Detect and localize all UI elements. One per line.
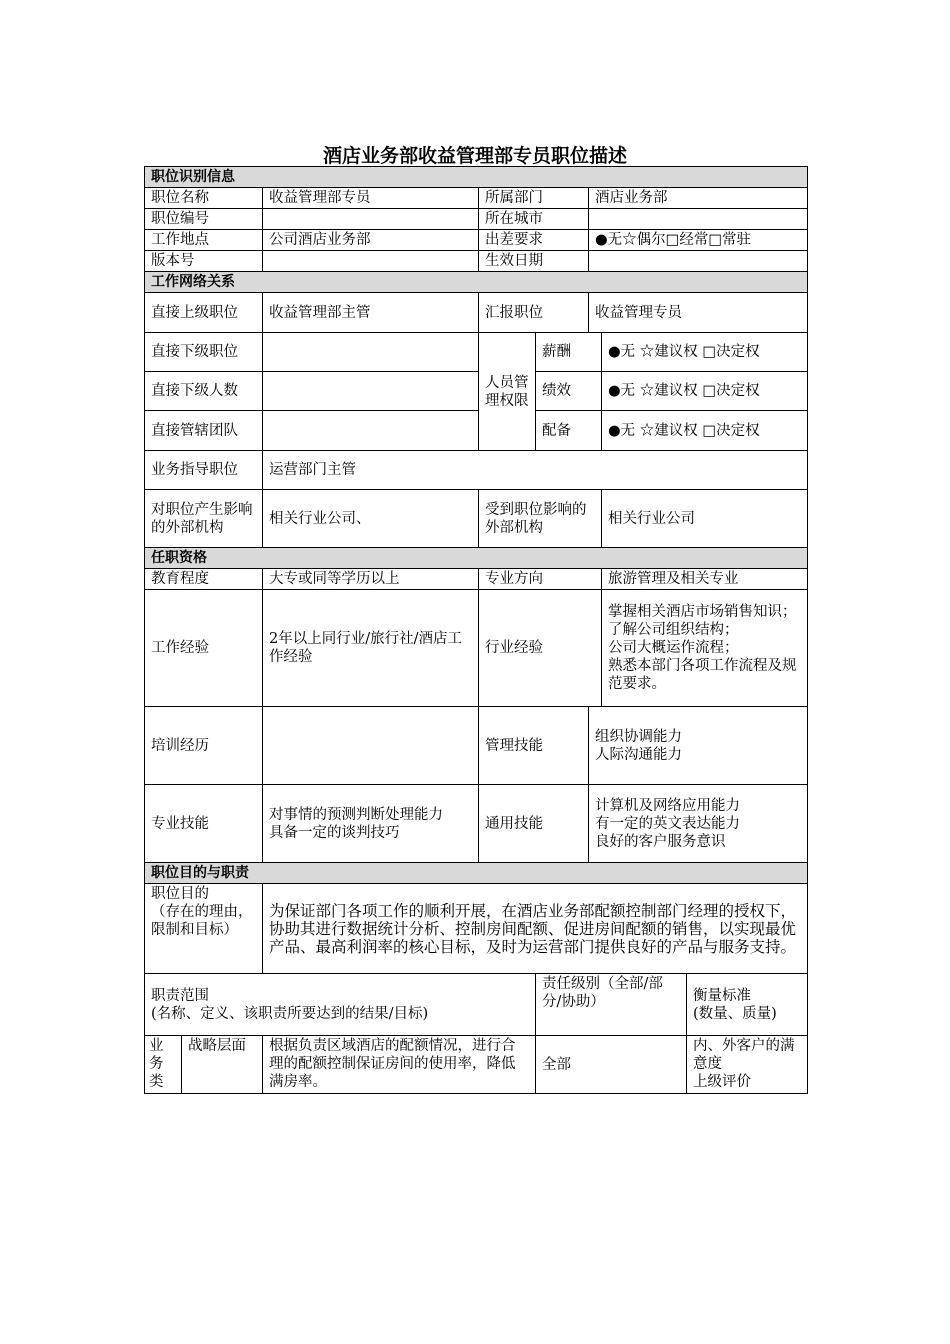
version-value: [263, 251, 479, 272]
scope-label: [145, 974, 536, 1036]
position-name-value: 收益管理部专员: [263, 188, 479, 209]
salary-label: 薪酬: [536, 333, 602, 372]
major-label: 专业方向: [479, 569, 602, 590]
effective-date-value: [589, 251, 808, 272]
education-value: 大专或同等学历以上: [263, 569, 479, 590]
general-skills-value: [589, 785, 808, 863]
standard-label-line: (数量、质量): [693, 1005, 777, 1022]
work-experience-label: 工作经验: [145, 590, 263, 707]
position-code-label: 职位编号: [145, 209, 263, 230]
industry-experience-value: [602, 590, 808, 707]
management-skills-value: [589, 707, 808, 785]
city-label: 所在城市: [479, 209, 589, 230]
strategy-standard-line: 内、外客户的满意度: [693, 1038, 795, 1072]
purpose-label-line: （存在的理由，限制和目标）: [151, 904, 253, 938]
section-qualifications-header: 任职资格: [145, 548, 808, 569]
guidance-label: 业务指导职位: [145, 451, 263, 490]
industry-experience-line: 了解公司组织结构；: [608, 622, 739, 638]
section-purpose-header: 职位目的与职责: [145, 863, 808, 884]
department-label: 所属部门: [479, 188, 589, 209]
section-network-header: 工作网络关系: [145, 272, 808, 293]
responsibility-level-label: 责任级别（全部/部分/协助）: [536, 974, 687, 1036]
purpose-value: 为保证部门各项工作的顺利开展，在酒店业务部配额控制部门经理的授权下，协助其进行数据统计分析、控制房间配额、促进房间配额的销售，以实现最优产品、最高利润率的核心目标，及时为运营部门提供良好的产品与服务支持。: [263, 884, 808, 974]
strategy-standard: [687, 1036, 808, 1094]
professional-skill-line: 具备一定的谈判技巧: [269, 824, 400, 841]
authority-label: 人员管理权限: [479, 333, 536, 451]
external-affect-label: 对职位产生影响的外部机构: [145, 490, 263, 548]
general-skill-line: 计算机及网络应用能力: [595, 797, 740, 814]
scope-label-line: 职责范围: [151, 987, 209, 1004]
external-affected-label: 受到职位影响的外部机构: [479, 490, 602, 548]
industry-experience-line: 掌握相关酒店市场销售知识；: [608, 604, 797, 620]
professional-skills-value: [263, 785, 479, 863]
travel-label: 出差要求: [479, 230, 589, 251]
external-affected-value: 相关行业公司: [602, 490, 808, 548]
travel-value: ●无☆偶尔□经常□常驻: [589, 230, 808, 251]
subordinate-label: 直接下级职位: [145, 333, 263, 372]
education-label: 教育程度: [145, 569, 263, 590]
standard-label-line: 衡量标准: [693, 987, 751, 1004]
work-location-label: 工作地点: [145, 230, 263, 251]
team-value: [263, 411, 479, 451]
management-skills-label: 管理技能: [479, 707, 589, 785]
industry-experience-line: 公司大概运作流程；: [608, 640, 739, 656]
team-label: 直接管辖团队: [145, 411, 263, 451]
industry-experience-line: 熟悉本部门各项工作流程及规范要求。: [608, 658, 797, 692]
subordinate-count-label: 直接下级人数: [145, 372, 263, 411]
major-value: 旅游管理及相关专业: [602, 569, 808, 590]
training-label: 培训经历: [145, 707, 263, 785]
industry-experience-label: 行业经验: [479, 590, 602, 707]
general-skill-line: 有一定的英文表达能力: [595, 815, 740, 832]
professional-skill-line: 对事情的预测判断处理能力: [269, 806, 443, 823]
management-skill-line: 人际沟通能力: [595, 746, 682, 763]
strategy-level: 全部: [536, 1036, 687, 1094]
position-code-value: [263, 209, 479, 230]
position-name-label: 职位名称: [145, 188, 263, 209]
strategy-description: 根据负责区域酒店的配额情况，进行合理的配额控制保证房间的使用率，降低满房率。: [263, 1036, 536, 1094]
guidance-value: 运营部门主管: [263, 451, 808, 490]
work-experience-value: 2年以上同行业/旅行社/酒店工作经验: [263, 590, 479, 707]
report-label: 汇报职位: [479, 293, 589, 333]
staffing-label: 配备: [536, 411, 602, 451]
job-description-table: [144, 166, 808, 1094]
report-value: 收益管理专员: [589, 293, 808, 333]
purpose-label: [145, 884, 263, 974]
management-skill-line: 组织协调能力: [595, 728, 682, 745]
superior-label: 直接上级职位: [145, 293, 263, 333]
training-value: [263, 707, 479, 785]
effective-date-label: 生效日期: [479, 251, 589, 272]
purpose-label-line: 职位目的: [151, 886, 209, 902]
standard-label: [687, 974, 808, 1036]
strategy-label: 战略层面: [182, 1036, 263, 1094]
scope-label-line: (名称、定义、该职责所要达到的结果/目标): [151, 1005, 429, 1022]
version-label: 版本号: [145, 251, 263, 272]
subordinate-count-value: [263, 372, 479, 411]
section-identity-header: 职位识别信息: [145, 167, 808, 188]
page-title: 酒店业务部收益管理部专员职位描述: [322, 145, 627, 167]
professional-skills-label: 专业技能: [145, 785, 263, 863]
subordinate-value: [263, 333, 479, 372]
external-affect-value: 相关行业公司、: [263, 490, 479, 548]
city-value: [589, 209, 808, 230]
general-skill-line: 良好的客户服务意识: [595, 833, 726, 850]
staffing-value: ●无 ☆建议权 □决定权: [602, 411, 808, 451]
work-location-value: 公司酒店业务部: [263, 230, 479, 251]
performance-value: ●无 ☆建议权 □决定权: [602, 372, 808, 411]
general-skills-label: 通用技能: [479, 785, 589, 863]
department-value: 酒店业务部: [589, 188, 808, 209]
salary-value: ●无 ☆建议权 □决定权: [602, 333, 808, 372]
superior-value: 收益管理部主管: [263, 293, 479, 333]
category-label: 业务类: [145, 1036, 182, 1094]
strategy-standard-line: 上级评价: [693, 1074, 751, 1090]
performance-label: 绩效: [536, 372, 602, 411]
